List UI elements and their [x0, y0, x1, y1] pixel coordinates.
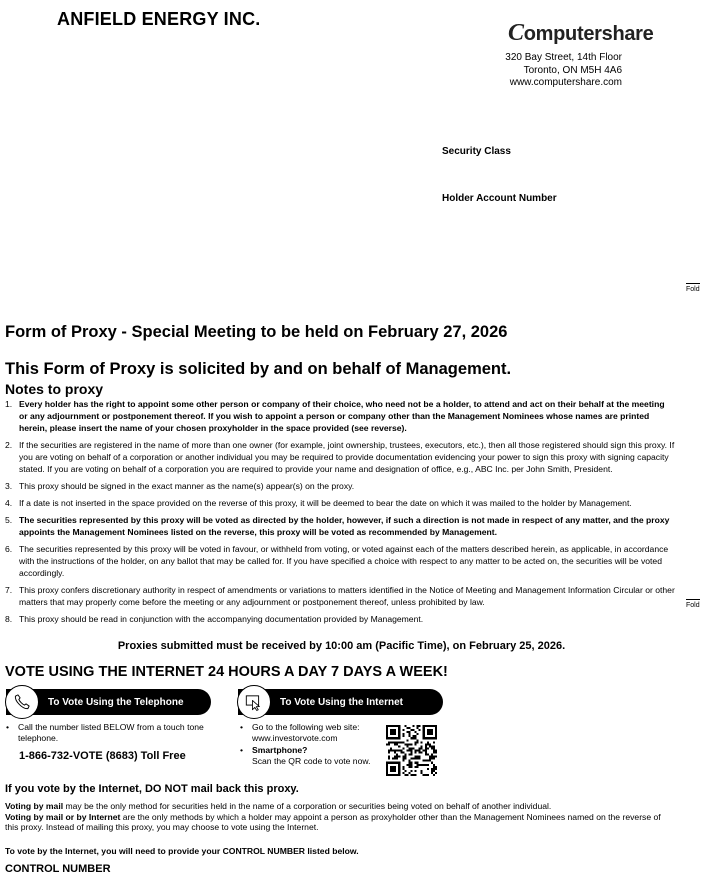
- note-item: 1. Every holder has the right to appoint some other person or company of their choice, who need not be a holder, to attend and act on their behalf at the meeting or any adjournment or postponement thereof. If you wish to appoint a person or company other than the Management Nominees whose names are printed herein, please insert the name of your chosen proxyholder in the space provided (see reverse).: [5, 399, 665, 433]
- solicited-title: This Form of Proxy is solicited by and on behalf of Management.: [5, 360, 512, 378]
- mail-voting-text: Voting by mail may be the only method for securities held in the name of a corporation or securities being voted on behalf of another individual. Voting by mail or by Internet are the only methods by which a holder may appoint a person as proxyholder other than the Management Nominees named on the reverse of this proxy. Instead of mailing this proxy, you may choose to vote using the Internet.: [5, 801, 661, 832]
- qr-code[interactable]: [386, 725, 437, 776]
- control-number-instruction: To vote by the Internet, you will need to provide your CONTROL NUMBER listed below.: [5, 846, 359, 856]
- proxy-deadline: Proxies submitted must be received by 10:00 am (Pacific Time), on February 25, 2026.: [117, 640, 566, 652]
- telephone-vote-label: To Vote Using the Telephone: [48, 696, 184, 708]
- fold-label: Fold: [686, 286, 700, 293]
- telephone-vote-banner: [6, 689, 211, 715]
- note-item: 2. If the securities are registered in the name of more than one owner (for example, joint ownership, trustees, executors, etc.), then all those registered should sign this proxy. If you are voting on behalf of a corporation or another individual you may be required to provide documentation evidencing your power to sign this proxy with signing capacity stated. If you are voting on behalf of a corporation you are required to provide your name and designation of office, e.g., ABC Inc. per John Smith, President.: [5, 440, 675, 474]
- fold-label: Fold: [686, 602, 700, 609]
- smartphone-instruction: • Smartphone? Scan the QR code to vote now.: [240, 745, 371, 766]
- security-class-label: Security Class: [442, 146, 511, 157]
- notes-title: Notes to proxy: [5, 381, 104, 397]
- internet-vote-label: To Vote Using the Internet: [280, 696, 403, 708]
- smartphone-text: Scan the QR code to vote now.: [252, 755, 371, 766]
- notes-list: [5, 398, 675, 630]
- phone-number: 1-866-732-VOTE (8683) Toll Free: [19, 750, 186, 762]
- fold-mark-top: [686, 283, 700, 293]
- form-title: Form of Proxy - Special Meeting to be held on February 27, 2026: [5, 323, 508, 341]
- company-name: ANFIELD ENERGY INC.: [57, 9, 261, 29]
- telephone-instruction: • Call the number listed BELOW from a touch tone telephone.: [6, 722, 204, 743]
- note-item: 6. The securities represented by this proxy will be voted in favour, or withheld from voting, or voted against each of the matters described herein, as applicable, in accordance with the instructions of the holder, on any ballot that may be called for. If you have specified a choice with respect to any matter to be acted on, the securities will be voted accordingly.: [5, 544, 669, 578]
- agent-address: [505, 52, 622, 90]
- computershare-logo: Computershare: [508, 20, 654, 46]
- agent-website: www.computershare.com: [509, 77, 622, 88]
- internet-vote-banner: [238, 689, 443, 715]
- internet-instruction: • Go to the following web site: www.investorvote.com: [240, 722, 360, 743]
- smartphone-label: Smartphone?: [252, 745, 308, 755]
- note-item: 4. If a date is not inserted in the space provided on the reverse of this proxy, it will be deemed to bear the date on which it was mailed to the holder by Management.: [5, 498, 632, 508]
- note-item: 7. This proxy confers discretionary authority in respect of amendments or variations to matters identified in the Notice of Meeting and Management Information Circular or other matters that may properly come before the meeting or any adjournment or postponement thereof, unless prohibited by law.: [5, 585, 675, 607]
- no-mail-notice: If you vote by the Internet, DO NOT mail back this proxy.: [5, 783, 299, 795]
- note-item: 3. This proxy should be signed in the exact manner as the name(s) appear(s) on the proxy.: [5, 481, 355, 491]
- cursor-icon: [237, 685, 271, 719]
- phone-icon: [5, 685, 39, 719]
- vote-heading: VOTE USING THE INTERNET 24 HOURS A DAY 7 DAYS A WEEK!: [5, 664, 448, 680]
- holder-account-label: Holder Account Number: [442, 193, 557, 204]
- control-number-label: CONTROL NUMBER: [5, 863, 111, 875]
- fold-mark-middle: [686, 599, 700, 609]
- address-line2: Toronto, ON M5H 4A6: [523, 64, 622, 76]
- note-item: 8. This proxy should be read in conjunction with the accompanying documentation provided by Management.: [5, 614, 424, 624]
- address-line1: 320 Bay Street, 14th Floor: [505, 52, 622, 63]
- note-item: 5. The securities represented by this proxy will be voted as directed by the holder, however, if such a direction is not made in respect of any matter, and the proxy appoints the Management Nominees listed on the reverse, this proxy will be voted as recommended by Management.: [5, 515, 670, 537]
